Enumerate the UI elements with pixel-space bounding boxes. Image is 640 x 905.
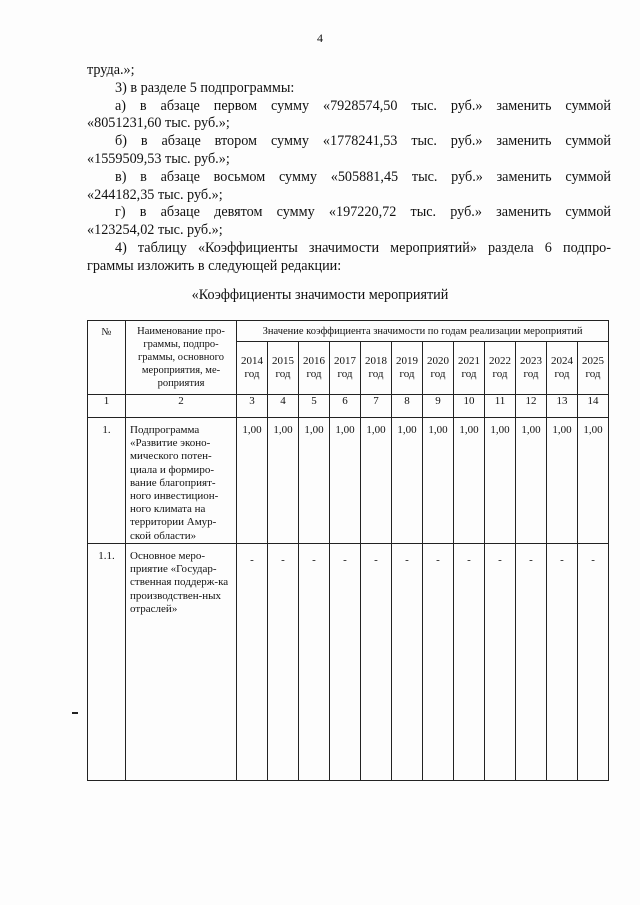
table-title: «Коэффициенты значимости мероприятий [191, 287, 449, 303]
value-cell: - [423, 544, 454, 781]
coefficients-table [87, 320, 609, 781]
column-number: 10 [454, 395, 485, 418]
paragraph-line: в) в абзаце восьмом сумму «505881,45 тыс. руб.» заменить суммой [115, 168, 611, 185]
year-header: 2014 год [237, 342, 268, 395]
value-cell: 1,00 [299, 418, 330, 544]
paragraph-line: «8051231,60 тыс. руб.»; [87, 115, 230, 132]
year-header: 2018 год [361, 342, 392, 395]
value-cell: - [547, 544, 578, 781]
value-cell: 1,00 [454, 418, 485, 544]
paragraph-line: 4) таблицу «Коэффициенты значимости мероприятий» раздела 6 подпро- [115, 239, 611, 256]
value-cell: - [454, 544, 485, 781]
column-number: 11 [485, 395, 516, 418]
value-cell: - [299, 544, 330, 781]
year-header: 2024 год [547, 342, 578, 395]
paragraph-line: «123254,02 тыс. руб.»; [87, 222, 223, 239]
year-header: 2020 год [423, 342, 454, 395]
column-number: 13 [547, 395, 578, 418]
column-number: 7 [361, 395, 392, 418]
column-number: 8 [392, 395, 423, 418]
value-cell: 1,00 [361, 418, 392, 544]
paragraph-line: «1559509,53 тыс. руб.»; [87, 150, 230, 167]
page-number: 4 [317, 31, 323, 45]
year-header: 2025 год [578, 342, 609, 395]
column-numbers-row [88, 395, 609, 418]
value-cell: - [392, 544, 423, 781]
column-number: 6 [330, 395, 361, 418]
margin-mark [72, 712, 78, 714]
header-row [88, 321, 609, 342]
table-row [88, 544, 609, 781]
year-header: 2016 год [299, 342, 330, 395]
paragraph-line: 3) в разделе 5 подпрограммы: [115, 79, 295, 96]
column-number: 1 [88, 395, 126, 418]
column-number: 4 [268, 395, 299, 418]
header-years-group: Значение коэффициента значимости по годам реализации мероприятий [237, 321, 609, 342]
body-text [87, 62, 611, 276]
header-number: № [88, 321, 126, 395]
value-cell: - [485, 544, 516, 781]
column-number: 12 [516, 395, 547, 418]
column-number: 9 [423, 395, 454, 418]
year-header: 2022 год [485, 342, 516, 395]
value-cell: - [361, 544, 392, 781]
value-cell: 1,00 [268, 418, 299, 544]
year-header: 2017 год [330, 342, 361, 395]
column-number: 14 [578, 395, 609, 418]
paragraph-line: граммы изложить в следующей редакции: [87, 257, 342, 274]
row-name: Подпрограмма «Развитие эконо-мического потен-циала и формиро-вание благоприят-ного инвестицион-ного климата на территории Амур-ской области» [126, 418, 237, 544]
year-header: 2023 год [516, 342, 547, 395]
table-row [88, 418, 609, 544]
year-header: 2021 год [454, 342, 485, 395]
value-cell: 1,00 [330, 418, 361, 544]
value-cell: 1,00 [423, 418, 454, 544]
year-header: 2019 год [392, 342, 423, 395]
value-cell: - [578, 544, 609, 781]
row-number: 1. [88, 418, 126, 544]
paragraph-line: труда.»; [87, 62, 135, 78]
header-name: Наименование про-граммы, подпро-граммы, основного мероприятия, ме-роприятия [126, 321, 237, 395]
column-number: 5 [299, 395, 330, 418]
paragraph-line: «244182,35 тыс. руб.»; [87, 186, 223, 203]
paragraph-line: г) в абзаце девятом сумму «197220,72 тыс. руб.» заменить суммой [115, 204, 611, 221]
column-number: 3 [237, 395, 268, 418]
row-number: 1.1. [88, 544, 126, 781]
value-cell: - [516, 544, 547, 781]
value-cell: 1,00 [578, 418, 609, 544]
column-number: 2 [126, 395, 237, 418]
value-cell: 1,00 [392, 418, 423, 544]
value-cell: 1,00 [485, 418, 516, 544]
value-cell: 1,00 [516, 418, 547, 544]
row-name: Основное меро-приятие «Государ-ственная поддерж-ка производствен-ных отраслей» [126, 544, 237, 781]
value-cell: - [268, 544, 299, 781]
value-cell: 1,00 [547, 418, 578, 544]
year-header: 2015 год [268, 342, 299, 395]
value-cell: 1,00 [237, 418, 268, 544]
value-cell: - [330, 544, 361, 781]
paragraph-line: а) в абзаце первом сумму «7928574,50 тыс. руб.» заменить суммой [115, 97, 611, 114]
value-cell: - [237, 544, 268, 781]
paragraph-line: б) в абзаце втором сумму «1778241,53 тыс. руб.» заменить суммой [115, 133, 611, 150]
